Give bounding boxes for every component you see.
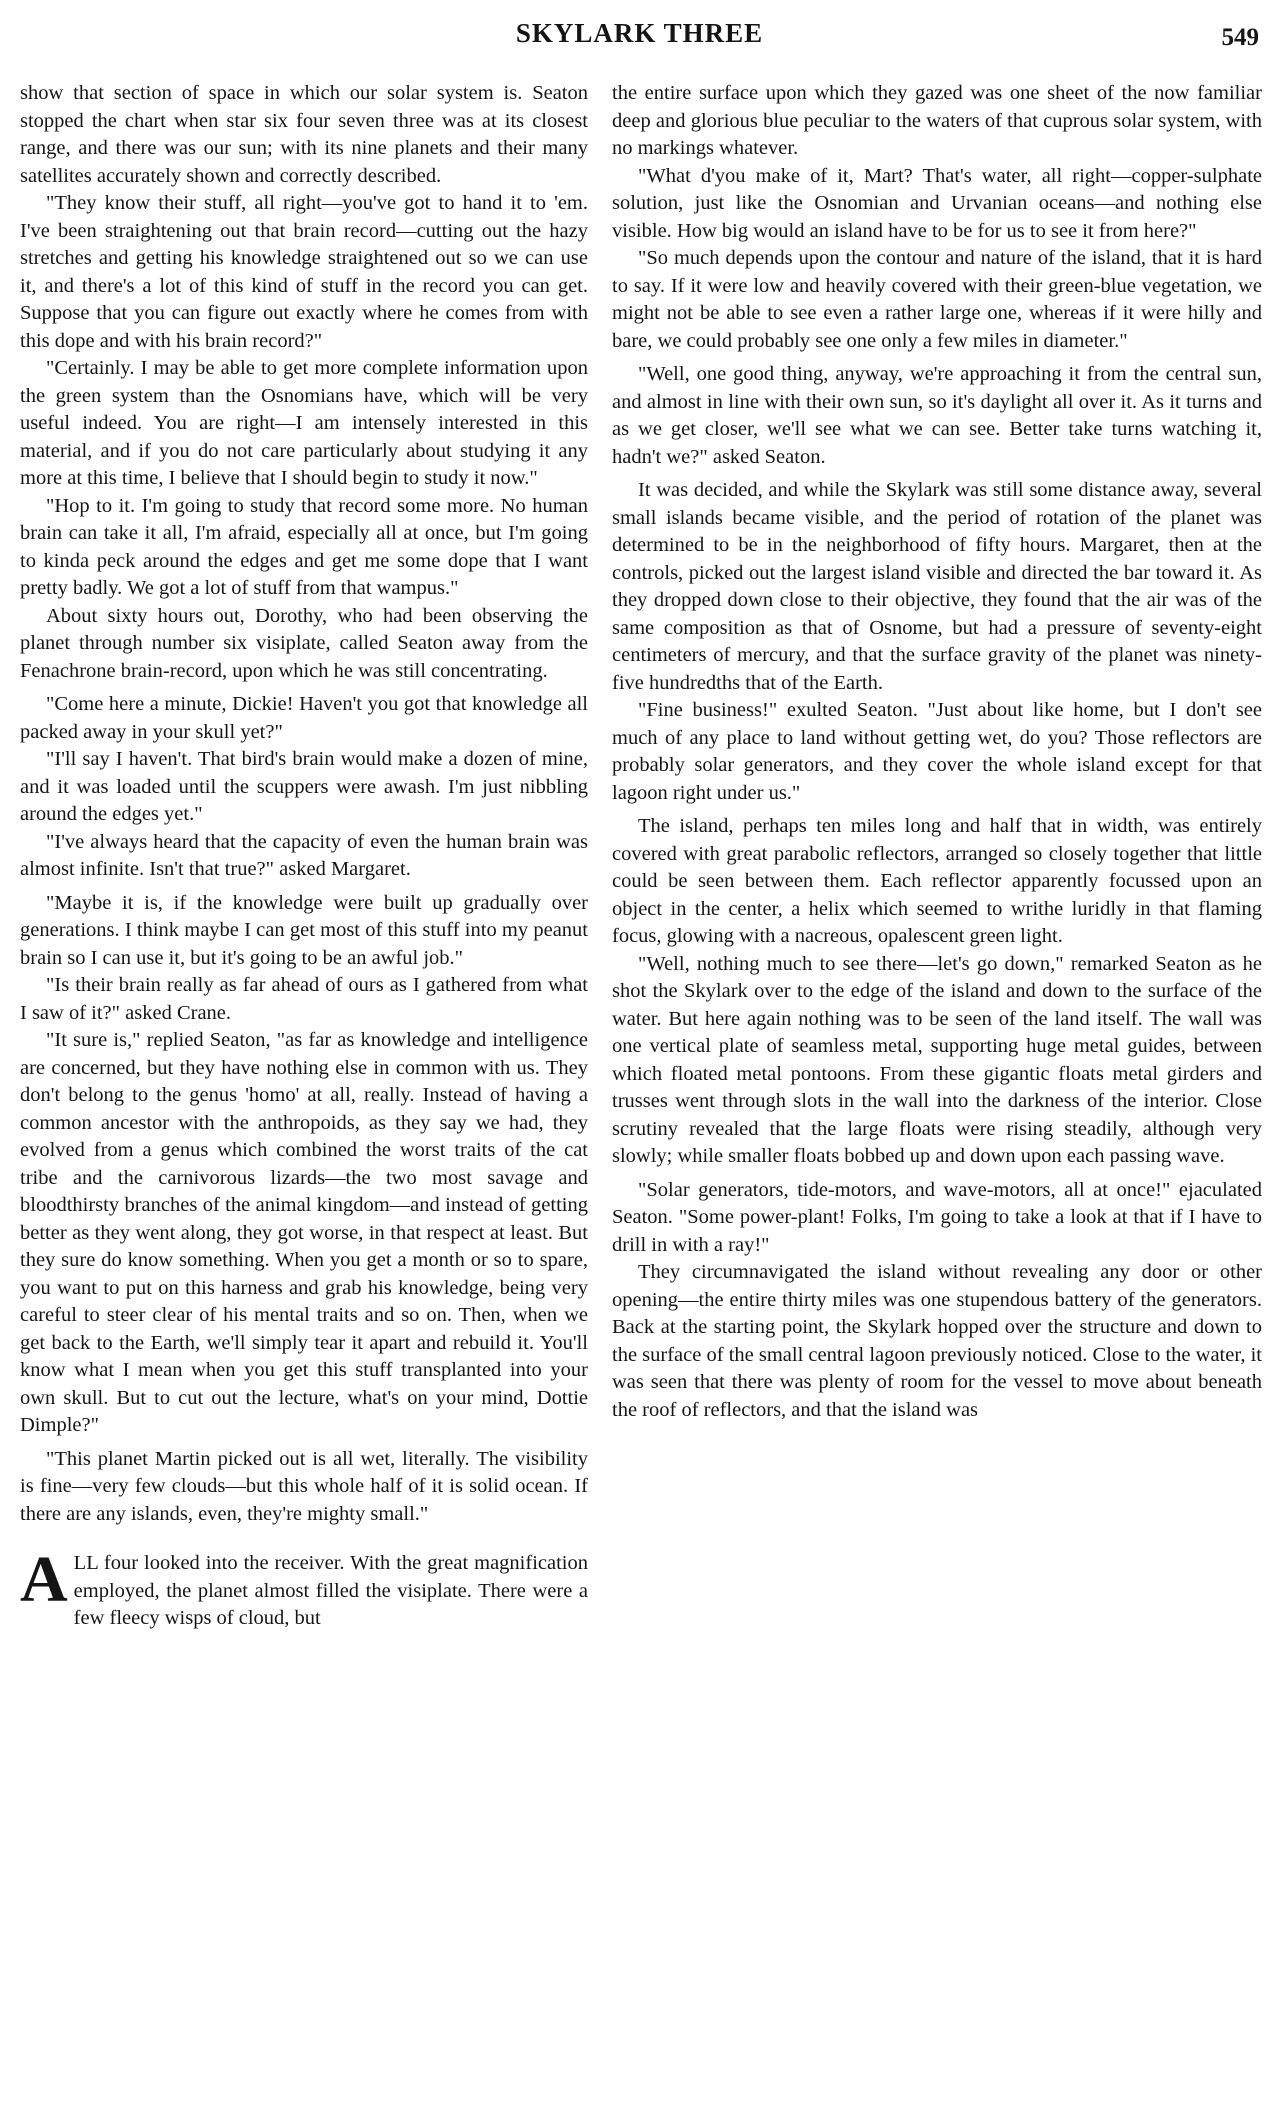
left-column: [20, 80, 588, 2110]
paragraph: "What d'you make of it, Mart? That's water, all right—copper-sulphate solution, just like the Osnomian and Urvanian oceans—and nothing else visible. How big would an island have to be for us to see it from here?": [612, 164, 1262, 242]
paragraph: "Is their brain really as far ahead of ours as I gathered from what I saw of it?" asked Crane.: [20, 974, 588, 1024]
paragraph: The island, perhaps ten miles long and half that in width, was entirely covered with great parabolic reflectors, arranged so closely together that little could be seen between them. Each reflector apparently focussed upon an object in the center, a helix which seemed to writhe luridly in that flaming focus, glowing with a nacreous, opalescent green light.: [612, 815, 1262, 947]
paragraph: "Fine business!" exulted Seaton. "Just about like home, but I don't see much of any place to land without getting wet, do you? Those reflectors are probably solar generators, and they cover the whole island except for that lagoon right under us.": [612, 699, 1262, 804]
paragraph: "Solar generators, tide-motors, and wave-motors, all at once!" ejaculated Seaton. "Some power-plant! Folks, I'm going to take a look at that if I have to drill in with a ray!": [612, 1178, 1262, 1256]
paragraph: "Come here a minute, Dickie! Haven't you got that knowledge all packed away in your skull yet?": [20, 693, 588, 743]
right-column: [612, 80, 1262, 2110]
paragraph: It was decided, and while the Skylark was still some distance away, several small islands became visible, and the period of rotation of the planet was determined to be in the neighborhood of fifty hours. Margaret, then at the controls, picked out the largest island visible and directed the bar toward it. As they dropped down close to their objective, they found that the air was of the same composition as that of Osnome, but had a pressure of seventy-eight centimeters of mercury, and that the surface gravity of the planet was ninety-five hundredths that of the Earth.: [612, 479, 1262, 694]
paragraph: "Well, one good thing, anyway, we're approaching it from the central sun, and almost in line with their own sun, so it's daylight all over it. As it turns and as we get closer, we'll see what we can see. Better take turns watching it, hadn't we?" asked Seaton.: [612, 363, 1262, 468]
paragraph: About sixty hours out, Dorothy, who had been observing the planet through number six visiplate, called Seaton away from the Fenachrone brain-record, upon which he was still concentrating.: [20, 604, 588, 682]
paragraph: "I'll say I haven't. That bird's brain would make a dozen of mine, and it was loaded until the scuppers were awash. I'm just nibbling around the edges yet.": [20, 748, 588, 825]
page-number: 549: [1221, 24, 1259, 51]
drop-cap-text: LL four looked into the receiver. With the great magnification employed, the planet almost filled the visiplate. There were a few fleecy wisps of cloud, but: [73, 1552, 588, 1629]
paragraph: "Certainly. I may be able to get more complete information upon the green system than the Osnomians have, which will be very useful indeed. You are right—I am intensely interested in this material, and if you do not care particularly about studying it any more at this time, I believe that I should begin to study it now.": [20, 357, 588, 489]
paragraph: "So much depends upon the contour and nature of the island, that it is hard to say. If it were low and heavily covered with their green-blue vegetation, we might not be able to see even a rather large one, whereas if it were hilly and bare, we could probably see one only a few miles in diameter.": [612, 247, 1262, 352]
paragraph: "They know their stuff, all right—you've got to hand it to 'em. I've been straightening out that brain record—cutting out the hazy stretches and getting his knowledge straightened out so we can use it, and there's a lot of this kind of stuff in the record you can get. Suppose that you can figure out exactly where he comes from with this dope and with his brain record?": [20, 192, 588, 352]
paragraph: They circumnavigated the island without revealing any door or other opening—the entire thirty miles was one stupendous battery of the generators. Back at the starting point, the Skylark hopped over the structure and down to the surface of the small central lagoon previously noticed. Close to the water, it was seen that there was plenty of room for the vessel to move about beneath the roof of reflectors, and that the island was: [612, 1261, 1262, 1421]
paragraph: "Hop to it. I'm going to study that record some more. No human brain can take it all, I'm afraid, especially all at once, but I'm going to kinda peck around the edges and get me some dope that I want pretty badly. We got a lot of stuff from that wampus.": [20, 494, 588, 599]
page-header: [0, 18, 1279, 58]
paragraph: "Maybe it is, if the knowledge were built up gradually over generations. I think maybe I can get most of this stuff into my peanut brain so I can use it, but it's going to be an awful job.": [20, 891, 588, 969]
paragraph: the entire surface upon which they gazed was one sheet of the now familiar deep and glorious blue peculiar to the waters of that cuprous solar system, with no markings whatever.: [612, 82, 1262, 159]
paragraph: "It sure is," replied Seaton, "as far as knowledge and intelligence are concerned, but they have nothing else in common with us. They don't belong to the genus 'homo' at all, really. Instead of having a common ancestor with the anthropoids, as they say we had, they evolved from a genus which combined the worst traits of the cat tribe and the carnivorous lizards—the two most savage and bloodthirsty branches of the animal kingdom—and instead of getting better as they went along, they got worse, in that respect at least. But they sure do know something. When you get a month or so to spare, you want to put on this harness and grab his knowledge, being very careful to steer clear of his mental traits and so on. Then, when we get back to the Earth, we'll simply tear it apart and rebuild it. You'll know what I mean when you get this stuff transplanted into your own skull. But to cut out the lecture, what's on your mind, Dottie Dimple?": [20, 1029, 588, 1436]
section-opening-paragraph: [20, 1543, 588, 1633]
paragraph: "This planet Martin picked out is all wet, literally. The visibility is fine—very few clouds—but this whole half of it is solid ocean. If there are any islands, even, they're mighty small.": [20, 1447, 588, 1525]
paragraph: show that section of space in which our solar system is. Seaton stopped the chart when star six four seven three was at its closest range, and there was our sun; with its nine planets and their many satellites accurately shown and correctly described.: [20, 82, 588, 187]
running-title: SKYLARK THREE: [515, 18, 764, 48]
paragraph: "Well, nothing much to see there—let's go down," remarked Seaton as he shot the Skylark over to the edge of the island and down to the surface of the water. But here again nothing was to be seen of the land itself. The wall was one vertical plate of seamless metal, supporting huge metal guides, between which floated metal pontoons. From these gigantic floats metal girders and trusses went through slots in the wall into the darkness of the interior. Close scrutiny revealed that the large floats were rising steadily, although very slowly; while smaller floats bobbed up and down upon each passing wave.: [612, 952, 1262, 1167]
paragraph: "I've always heard that the capacity of even the human brain was almost infinite. Isn't that true?" asked Margaret.: [20, 830, 588, 880]
drop-cap: A: [20, 1543, 68, 1616]
